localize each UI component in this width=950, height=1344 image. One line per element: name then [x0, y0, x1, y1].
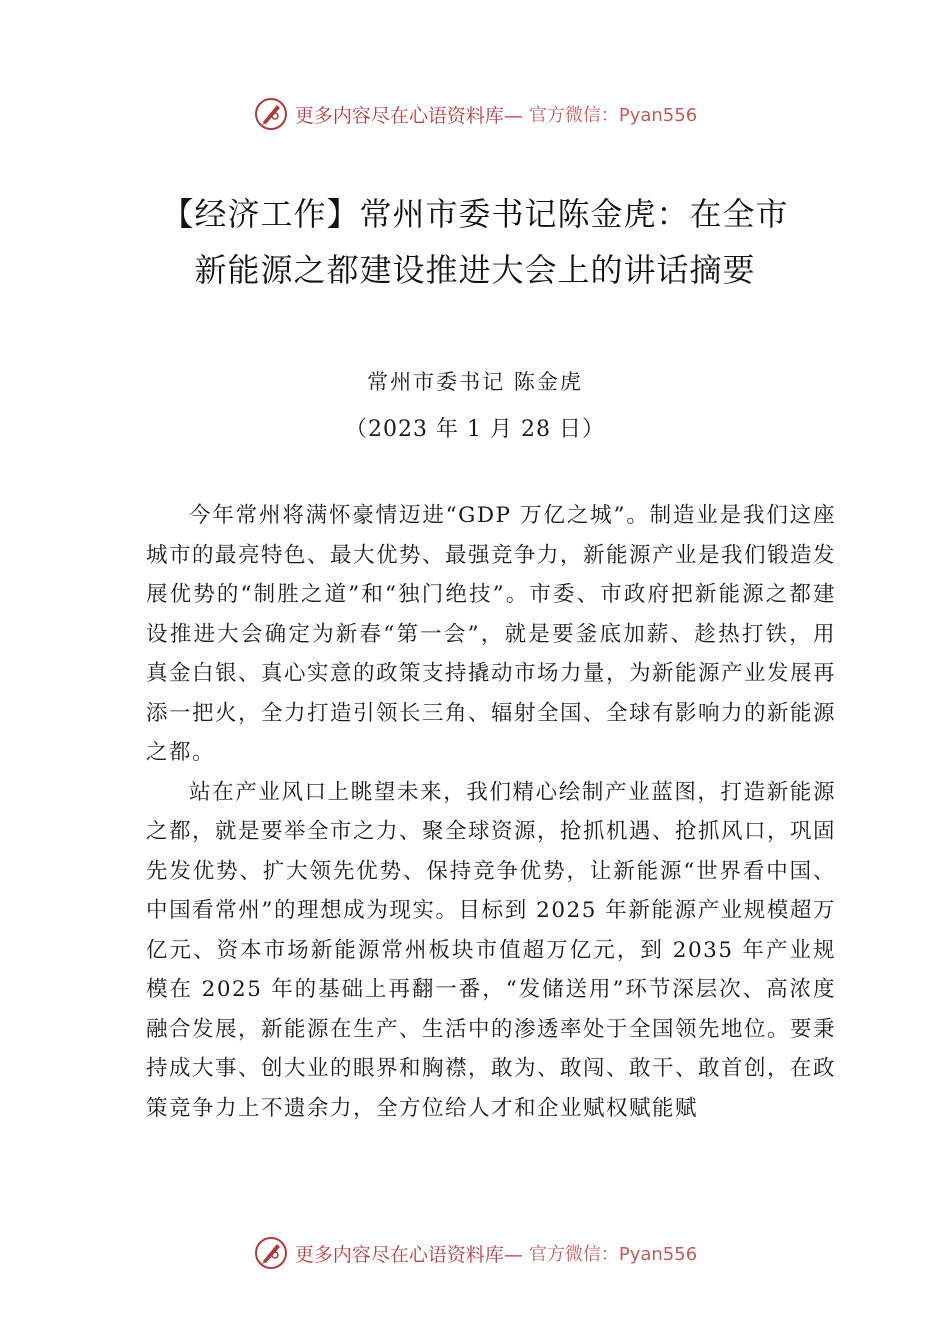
document-body: [146, 496, 836, 1128]
body-paragraph-1: 今年常州将满怀豪情迈进“GDP 万亿之城”。制造业是我们这座城市的最亮特色、最大优势、最强竞争力，新能源产业是我们锻造发展优势的“制胜之道”和“独门绝技”。市委、市政府把新能源之都建设推进大会确定为新春“第一会”，就是要釜底加薪、趁热打铁，用真金白银、真心实意的政策支持撬动市场力量，为新能源产业发展再添一把火，全力打造引领长三角、辐射全国、全球有影响力的新能源之都。: [146, 503, 837, 765]
document-date: （2023 年 1 月 28 日）: [345, 417, 605, 442]
watermark-footer: [0, 1233, 950, 1273]
watermark-site-text: 更多内容尽在心语资料库—: [294, 104, 523, 127]
watermark-wechat-text: 官方微信：Pyan556: [528, 105, 698, 126]
pen-nib-seal-icon: [253, 96, 289, 132]
pen-nib-seal-icon: [253, 1235, 289, 1271]
document-author: 常州市委书记 陈金虎: [367, 370, 583, 394]
body-paragraph-2: 站在产业风口上眺望未来，我们精心绘制产业蓝图，打造新能源之都，就是要举全市之力、聚全球资源，抢抓机遇、抢抓风口，巩固先发优势、扩大领先优势、保持竞争优势，让新能源“世界看中国、中国看常州”的理想成为现实。目标到 2025 年新能源产业规模超万亿元、资本市场新能源常州板块市值超万亿元，到 2035 年产业规模在 2025 年的基础上再翻一番，“发储送用”环节深层次、高浓度融合发展，新能源在生产、生活中的渗透率处于全国领先地位。要秉持成大事、创大业的眼界和胸襟，敢为、敢闯、敢干、敢首创，在政策竞争力上不遗余力，全方位给人才和企业赋权赋能赋: [146, 779, 837, 1121]
watermark-header: [0, 94, 950, 134]
watermark-wechat-text: 官方微信：Pyan556: [528, 1244, 698, 1265]
document-title: 【经济工作】常州市委书记陈金虎：在全市新能源之都建设推进大会上的讲话摘要: [161, 195, 789, 289]
watermark-site-text: 更多内容尽在心语资料库—: [294, 1243, 523, 1266]
